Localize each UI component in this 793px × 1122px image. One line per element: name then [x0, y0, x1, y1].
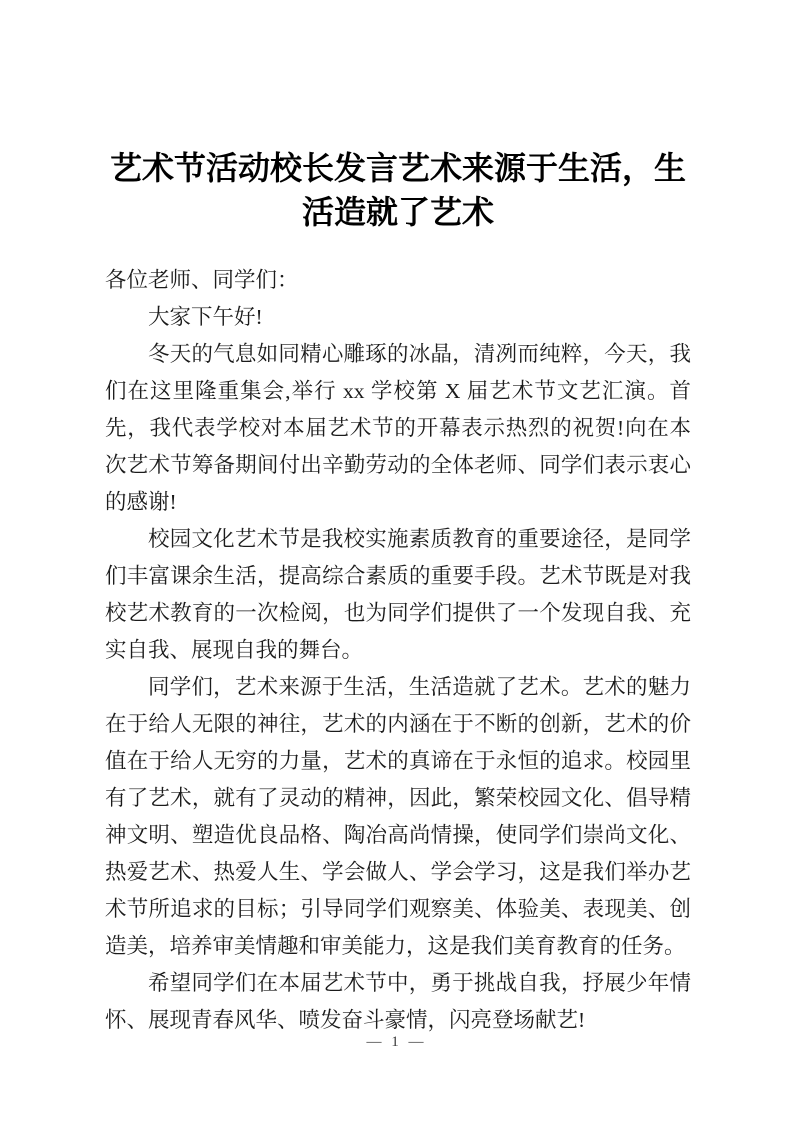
paragraph-art-and-life: 同学们，艺术来源于生活，生活造就了艺术。艺术的魅力在于给人无限的神往，艺术的内涵在于不断的创新，艺术的价值在于给人无穷的力量，艺术的真谛在于永恒的追求。校园里有了艺术，就有了灵动的精神，因此，繁荣校园文化、倡导精神文明、塑造优良品格、陶冶高尚情操，使同学们崇尚文化、热爱艺术、热爱人生、学会做人、学会学习，这是我们举办艺术节所追求的目标；引导同学们观察美、体验美、表现美、创造美，培养审美情趣和审美能力，这是我们美育教育的任务。 [105, 675, 691, 958]
paragraph-festival-purpose: 校园文化艺术节是我校实施素质教育的重要途径，是同学们丰富课余生活，提高综合素质的重要手段。艺术节既是对我校艺术教育的一次检阅，也为同学们提供了一个发现自我、充实自我、展现自我的舞台。 [105, 527, 691, 662]
salutation-line: 各位老师、同学们： [105, 268, 299, 292]
document-title: 艺术节活动校长发言艺术来源于生活，生活造就了艺术 [109, 150, 686, 230]
paragraph-closing-wish: 希望同学们在本届艺术节中，勇于挑战自我，抒展少年情怀、展现青春风华、喷发奋斗豪情，闪亮登场献艺! [105, 971, 691, 1032]
paragraph-opening: 冬天的气息如同精心雕琢的冰晶，清冽而纯粹，今天，我们在这里隆重集会,举行 xx 学校第 X 届艺术节文艺汇演。首先，我代表学校对本届艺术节的开幕表示热烈的祝贺!向在本次艺术节筹备期间付出辛勤劳动的全体老师、同学们表示衷心的感谢! [105, 342, 691, 514]
paragraph-greeting: 大家下午好! [148, 305, 263, 329]
document-content [105, 0, 691, 1039]
page-number: — 1 — [366, 1034, 427, 1050]
